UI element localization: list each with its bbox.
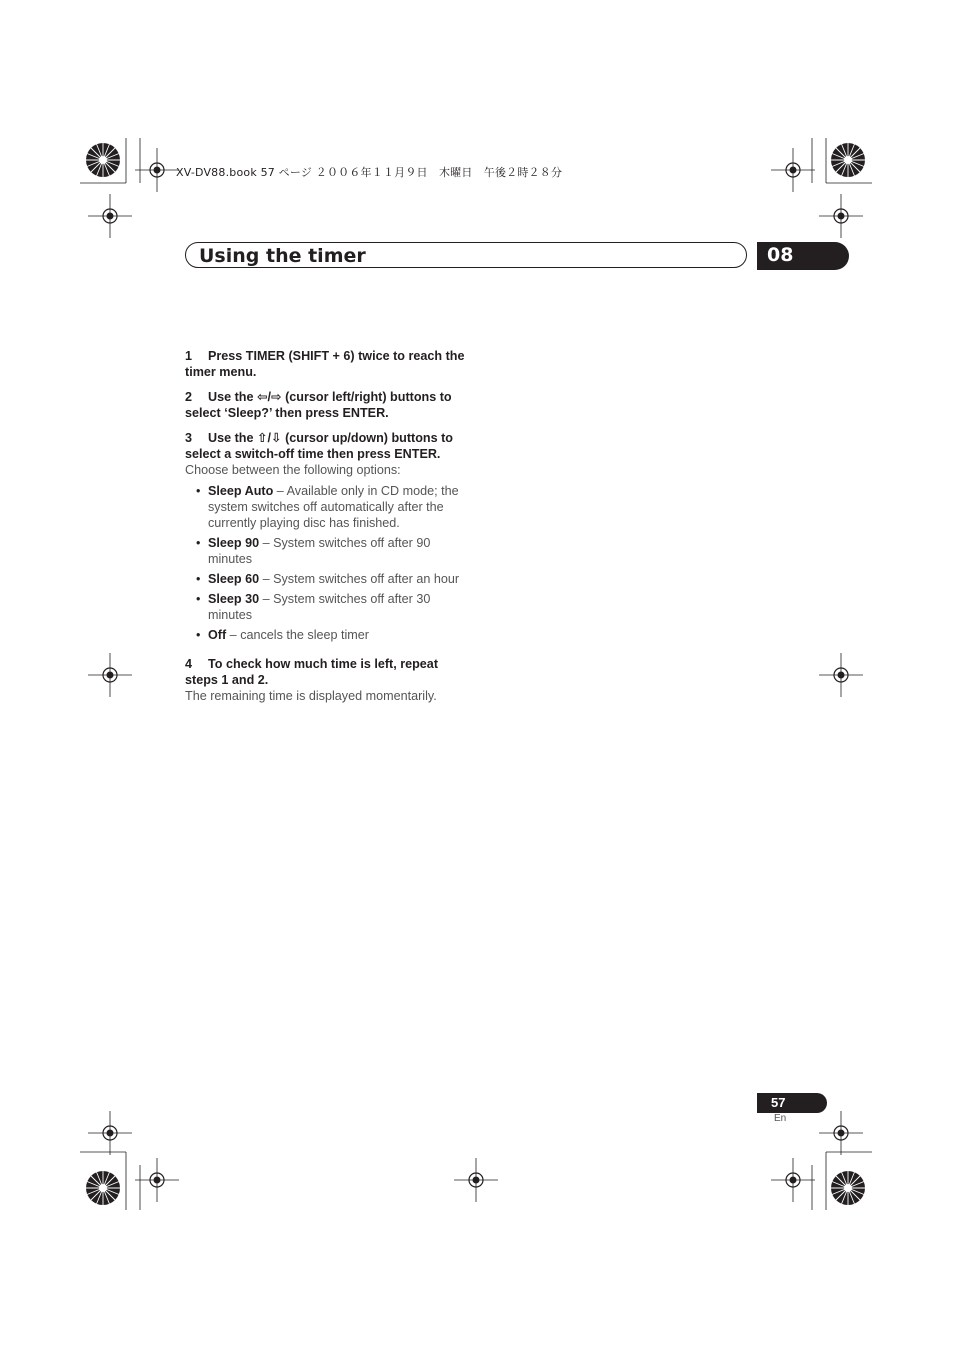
chapter-number: 08 [767, 244, 794, 266]
step-text: Use the [208, 390, 257, 404]
option-text: – Available only in CD mode; the system switches off automatically after the currently playing disc has finished. [208, 484, 459, 530]
option-text: – System switches off after 90 minutes [208, 536, 431, 566]
option-text: – cancels the sleep timer [226, 628, 369, 642]
chapter-tab [757, 242, 849, 270]
step-text: (cursor left/right) buttons to select ‘Sleep?’ then press ENTER. [185, 390, 452, 420]
step-number: 2 [185, 390, 193, 404]
left-right-arrows-icon: ⇦/⇨ [257, 390, 282, 404]
step-text: Use the [208, 431, 257, 445]
step-2 [185, 389, 470, 421]
language-label: En [774, 1113, 787, 1124]
option-name: Sleep Auto [208, 484, 274, 498]
page-number-tab [757, 1093, 827, 1113]
list-item [208, 483, 470, 531]
list-item [208, 535, 470, 567]
step-4 [185, 656, 470, 688]
step-description: Choose between the following options: [185, 463, 401, 477]
instructions [185, 348, 470, 704]
step-1 [185, 348, 470, 380]
sleep-options-list [185, 483, 470, 643]
list-item [208, 627, 470, 643]
step-number: 4 [185, 657, 193, 671]
page-title: Using the timer [199, 245, 366, 267]
step-text: To check how much time is left, repeat steps 1 and 2. [185, 657, 439, 687]
option-text: – System switches off after 30 minutes [208, 592, 431, 622]
list-item [208, 591, 470, 623]
step-text: Press TIMER (SHIFT + 6) twice to reach the timer menu. [185, 349, 465, 379]
option-name: Sleep 60 [208, 572, 260, 586]
step-number: 1 [185, 349, 193, 363]
up-down-arrows-icon: ⇧/⇩ [257, 431, 282, 445]
section-title-box [185, 242, 747, 268]
step-number: 3 [185, 431, 193, 445]
option-name: Off [208, 628, 227, 642]
step-description: The remaining time is displayed momentarily. [185, 689, 437, 703]
print-info-line: XV-DV88.book 57 ページ ２００６年１１月９日 木曜日 午後２時２８分 [176, 166, 563, 179]
page-number: 57 [771, 1095, 786, 1110]
option-name: Sleep 90 [208, 536, 260, 550]
step-3 [185, 430, 470, 462]
option-name: Sleep 30 [208, 592, 260, 606]
list-item [208, 571, 470, 587]
option-text: – System switches off after an hour [259, 572, 460, 586]
step-text: (cursor up/down) buttons to select a switch-off time then press ENTER. [185, 431, 453, 461]
